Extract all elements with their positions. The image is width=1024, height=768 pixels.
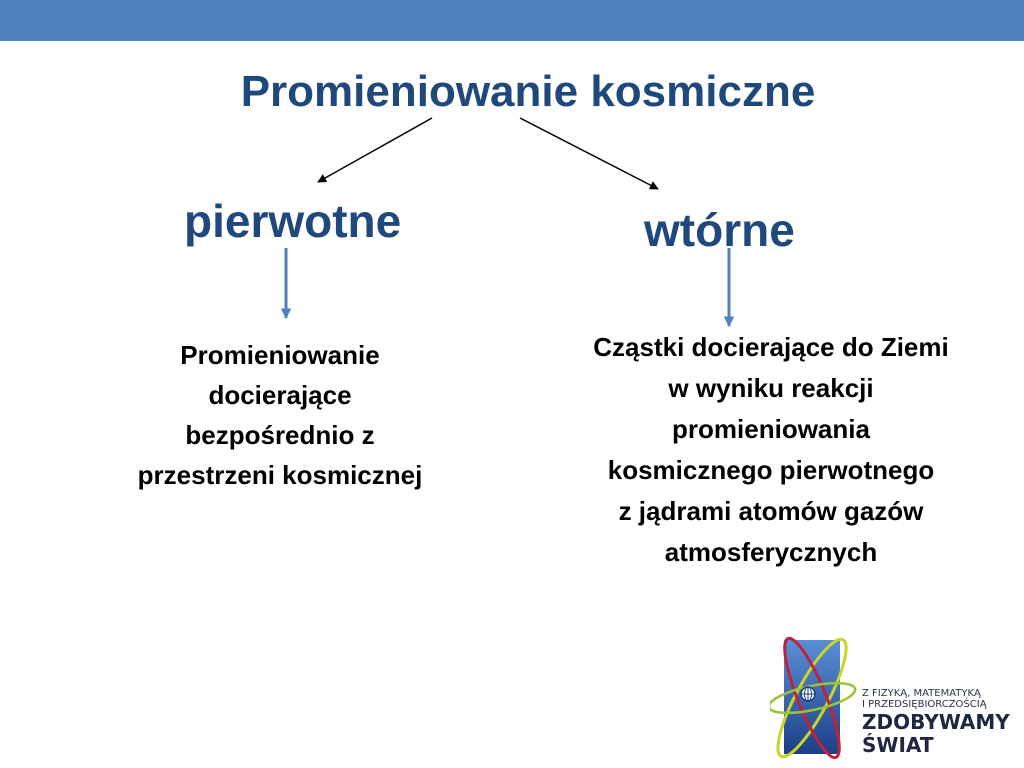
secondary-description: [516, 327, 1024, 573]
description-line: w wyniku reakcji: [668, 373, 874, 403]
arrow-to-secondary: [520, 118, 658, 189]
logo-tagline-line: Z FIZYKĄ, MATEMATYKĄ: [862, 688, 981, 699]
primary-description: [80, 335, 480, 495]
branch-primary-label: pierwotne: [184, 195, 402, 247]
page-title: Promieniowanie kosmiczne: [240, 67, 816, 116]
logo-wordmark: [862, 711, 1010, 757]
description-line: Cząstki docierające do Ziemi: [593, 332, 949, 362]
description-line: docierające: [208, 380, 352, 410]
logo-tagline-line: I PRZEDSIĘBIORCZOŚCIĄ: [862, 699, 987, 710]
project-logo: [770, 622, 1024, 768]
logo-tagline: [862, 688, 987, 710]
branch-secondary-label: wtórne: [644, 204, 795, 256]
arrow-to-primary: [318, 118, 432, 182]
description-line: kosmicznego pierwotnego: [607, 455, 935, 485]
description-line: przestrzeni kosmicznej: [137, 460, 423, 490]
description-line: promieniowania: [672, 414, 870, 444]
logo-wordmark-line: ZDOBYWAMY: [862, 710, 1010, 734]
description-line: atmosferycznych: [664, 537, 878, 567]
description-line: z jądrami atomów gazów: [618, 496, 924, 526]
description-line: bezpośrednio z: [185, 420, 375, 450]
logo-wordmark-line: ŚWIAT: [862, 733, 934, 757]
description-line: Promieniowanie: [180, 340, 380, 370]
